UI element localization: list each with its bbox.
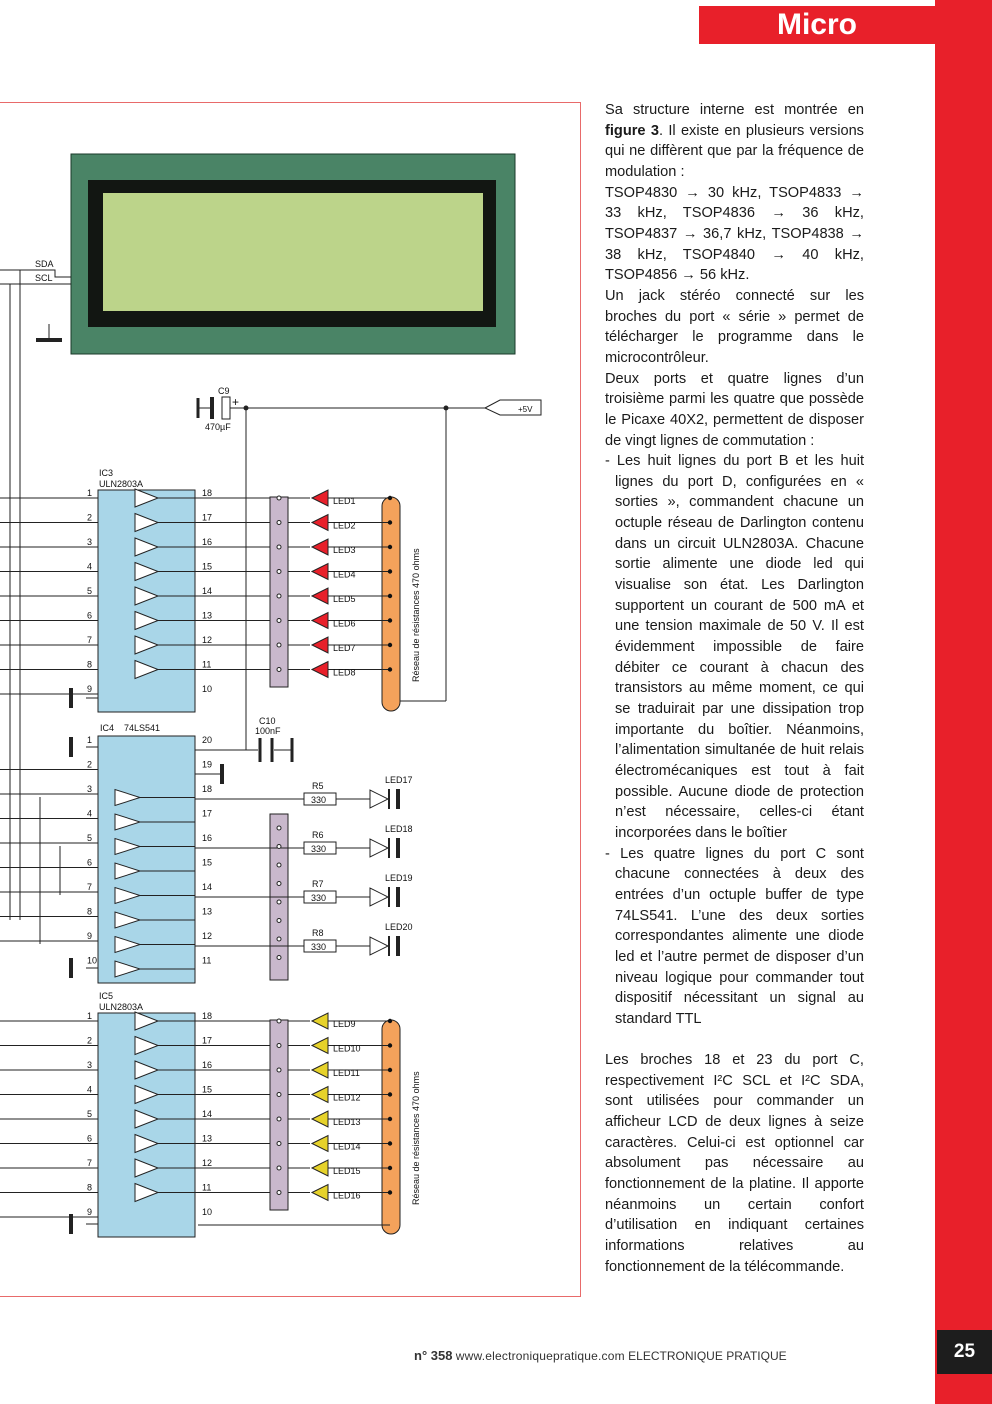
- magazine-name: ELECTRONIQUE PRATIQUE: [628, 1349, 787, 1363]
- ic5-pin-left: 4: [87, 1084, 93, 1095]
- resistor-ref: R7: [312, 879, 324, 889]
- ic3-pin-right: 17: [202, 512, 213, 523]
- ic3-led-label: LED4: [333, 569, 356, 580]
- resistor-value: 330: [311, 893, 327, 903]
- ic4-pin-left: 2: [87, 759, 93, 770]
- ic3-pin-left: 6: [87, 610, 93, 621]
- ic3-led-label: LED2: [333, 520, 356, 531]
- led-label: LED18: [385, 824, 413, 834]
- ic5-pin-right: 11: [202, 1182, 212, 1193]
- ic4-pin-left: 5: [87, 833, 93, 843]
- ic3-led-icon: [312, 662, 328, 678]
- ic3-led-label: LED6: [333, 618, 356, 629]
- ic5-pin-left: 1: [87, 1011, 93, 1021]
- ic4-label: IC4: [100, 723, 115, 733]
- ic3-led-icon: [312, 515, 328, 531]
- ic3-pin-left: 7: [87, 635, 93, 645]
- ic3-pin-right: 12: [202, 635, 213, 645]
- led-diode-icon: [370, 888, 388, 906]
- section-header: Micro: [699, 6, 935, 44]
- bullet-port-c: - Les quatre lignes du port C sont chacune connectées à deux des entrées d’un octuple buffer de type 74LS541. L’une des deux sorties correspondantes alimente une diode led et l’autre permet de disposer d’un niveau logique pour commander tout dispositif nécessitant un signal au standard TTL: [605, 845, 864, 1027]
- resistor-value: 330: [311, 942, 327, 952]
- ic3-led-icon: [312, 539, 328, 555]
- ic3-led-icon: [312, 490, 328, 506]
- c9-label: C9: [218, 386, 230, 396]
- ic4-pin-right: 12: [202, 931, 213, 941]
- ic3-pin-right: 10: [202, 684, 213, 694]
- para-intro: Sa structure interne est montrée en figure 3. Il existe en plusieurs versions qui ne diffèrent que par la fréquence de modulation :: [605, 102, 864, 180]
- c9-plus: +: [232, 395, 240, 409]
- ic5-led-icon: [312, 1062, 328, 1078]
- ic3-led-label: LED7: [333, 643, 356, 653]
- ic5-led-label: LED15: [333, 1166, 361, 1176]
- ic5-led-label: LED14: [333, 1141, 361, 1152]
- ic3-pin-left: 5: [87, 586, 93, 596]
- ic3-led-icon: [312, 564, 328, 580]
- ic3-pin-right: 11: [202, 659, 212, 670]
- ic5-type: ULN2803A: [99, 1002, 144, 1012]
- ic3-led-icon: [312, 637, 328, 653]
- c9-value: 470µF: [205, 422, 231, 432]
- ic4-pin-right: 19: [202, 759, 213, 770]
- lcd-screen: [103, 193, 483, 311]
- ic3-led-icon: [312, 613, 328, 629]
- ic5-pin-left: 9: [87, 1207, 93, 1217]
- ic5-led-icon: [312, 1087, 328, 1103]
- resistor-value: 330: [311, 795, 327, 805]
- led-diode-icon: [370, 790, 388, 808]
- ic5-pin-right: 13: [202, 1133, 213, 1144]
- ic4-chip: [98, 736, 195, 983]
- ic5-pin-right: 15: [202, 1084, 213, 1095]
- circuit-schematic: [0, 102, 585, 1297]
- ic4-pin-left: 7: [87, 882, 93, 892]
- ic3-bus: [270, 497, 288, 687]
- led-label: LED19: [385, 873, 413, 883]
- resistor-network-1: [382, 497, 400, 711]
- ic4-pin-right: 13: [202, 906, 213, 917]
- network-1-label: Réseau de résistances 470 ohms: [411, 548, 421, 682]
- ic3-pin-left: 2: [87, 512, 93, 523]
- ic5-led-label: LED11: [333, 1068, 360, 1078]
- issue-number: n° 358: [414, 1348, 453, 1363]
- resistor-ref: R8: [312, 928, 324, 938]
- ic3-led-label: LED1: [333, 496, 356, 506]
- ic5-pin-left: 8: [87, 1182, 93, 1193]
- ic5-pin-right: 10: [202, 1207, 213, 1217]
- ic5-led-icon: [312, 1160, 328, 1176]
- ic4-type: 74LS541: [124, 723, 161, 733]
- ic3-led-label: LED3: [333, 545, 356, 555]
- ic3-label: IC3: [99, 468, 114, 478]
- ic3-pin-right: 15: [202, 561, 213, 572]
- ic4-pin-left: 3: [87, 784, 93, 794]
- ic4-pin-right: 20: [202, 735, 213, 745]
- ic4-pin-left: 1: [87, 735, 93, 745]
- ic5-pin-right: 17: [202, 1035, 213, 1046]
- network-2-label: Réseau de résistances 470 ohms: [411, 1071, 421, 1205]
- para-lcd: Les broches 18 et 23 du port C, respectivement I²C SCL et I²C SDA, sont utilisées pour commander un afficheur LCD de deux lignes à seize caractères. Celui-ci est optionnel car absolument pas nécessaire au fonctionnement de la platine. Il apporte néanmoins un certain confort d’utilisation en indiquant certaines informations relatives au fonctionnement de la télécommande.: [605, 1052, 864, 1275]
- ic4-pin-right: 17: [202, 808, 213, 819]
- ic3-pin-left: 8: [87, 659, 93, 670]
- ic3-pin-left: 4: [87, 561, 93, 572]
- ic5-led-label: LED12: [333, 1092, 361, 1103]
- ic5-led-label: LED16: [333, 1190, 361, 1201]
- ic5-pin-right: 12: [202, 1158, 213, 1168]
- ic3-pin-left: 9: [87, 684, 93, 694]
- ic4-pin-right: 15: [202, 857, 213, 868]
- ic5-pin-left: 6: [87, 1133, 93, 1144]
- led-diode-icon: [370, 839, 388, 857]
- ic5-led-icon: [312, 1111, 328, 1127]
- led-label: LED20: [385, 922, 413, 932]
- ic4-pin-right: 16: [202, 833, 213, 843]
- ic3-led-label: LED8: [333, 667, 356, 678]
- ic4-pin-right: 18: [202, 784, 213, 794]
- page-footer: [414, 1348, 787, 1363]
- ic5-pin-right: 16: [202, 1060, 213, 1070]
- vcc-label: +5V: [518, 405, 533, 414]
- para-jack: Un jack stéréo connecté sur les broches du port « série » permet de télécharger le programme dans le microcontrôleur.: [605, 287, 864, 366]
- ic3-type: ULN2803A: [99, 479, 144, 489]
- led-label: LED17: [385, 775, 413, 785]
- ic3-pin-right: 16: [202, 537, 213, 547]
- ic5-led-icon: [312, 1038, 328, 1054]
- ic3-pin-right: 18: [202, 488, 213, 498]
- ic3-pin-left: 1: [87, 488, 93, 498]
- ic5-led-label: LED9: [333, 1019, 356, 1029]
- bullet-ports-b-d: - Les huit lignes du port B et les huit lignes du port D, configurées en « sorties », commandent chacune un octuple réseau de Darlington contenu dans un circuit ULN2803A. Chacune sortie alimente une diode led qui visualise son état. Les Darlington supportent un courant de 500 mA et une tension maximale de 50 V. Il est évidemment impossible de faire débiter ce courant à chacun des transistors au même moment, ce qui se traduirait par une dissipation trop importante du boîtier. Néanmoins, l’alimentation simultanée de huit relais électromécaniques est tout à fait possible. Aucune diode de protection n’est nécessaire, celles-ci étant incorporées dans le boîtier: [605, 453, 864, 841]
- ic5-label: IC5: [99, 991, 114, 1001]
- ic3-led-label: LED5: [333, 594, 356, 604]
- c10-label: C10: [259, 716, 276, 726]
- ic5-led-label: LED10: [333, 1043, 361, 1054]
- ic4-pin-left: 10: [87, 955, 98, 966]
- ic3-pin-left: 3: [87, 537, 93, 547]
- resistor-value: 330: [311, 844, 327, 854]
- para-ports: Deux ports et quatre lignes d’un troisième parmi les quatre que possède le Picaxe 40X2, permettent de disposer de vingt lignes de commutation :: [605, 370, 864, 449]
- ic5-led-label: LED13: [333, 1117, 361, 1127]
- ic5-bus: [270, 1020, 288, 1210]
- ic3-pin-right: 14: [202, 586, 213, 596]
- ic5-pin-left: 5: [87, 1109, 93, 1119]
- ic5-pin-left: 7: [87, 1158, 93, 1168]
- ic5-pin-right: 14: [202, 1109, 213, 1119]
- ic4-pin-left: 9: [87, 931, 93, 941]
- ic5-pin-left: 3: [87, 1060, 93, 1070]
- ic3-pin-right: 13: [202, 610, 213, 621]
- ic4-pin-right: 11: [202, 955, 212, 966]
- resistor-ref: R6: [312, 830, 324, 840]
- resistor-network-2: [382, 1020, 400, 1234]
- ic5-led-icon: [312, 1136, 328, 1152]
- ic4-pin-right: 14: [202, 882, 213, 892]
- page-edge-bar: [935, 0, 992, 1404]
- resistor-ref: R5: [312, 781, 324, 791]
- ic4-pin-left: 6: [87, 857, 93, 868]
- ic4-pin-left: 4: [87, 808, 93, 819]
- scl-label: SCL: [35, 273, 53, 283]
- c10-value: 100nF: [255, 726, 281, 736]
- ic5-led-icon: [312, 1185, 328, 1201]
- para-tsop-list: TSOP4830 → 30 kHz, TSOP4833 → 33 kHz, TSOP4836 → 36 kHz, TSOP4837 → 36,7 kHz, TSOP4838 → 38 kHz, TSOP4840 → 40 kHz, TSOP4856 → 56 kHz.: [605, 184, 864, 284]
- ic4-pin-left: 8: [87, 906, 93, 917]
- footer-url[interactable]: www.electroniquepratique.com: [455, 1349, 625, 1363]
- ic5-pin-right: 18: [202, 1011, 213, 1021]
- sda-label: SDA: [35, 259, 54, 269]
- led-diode-icon: [370, 937, 388, 955]
- article-text: [605, 100, 864, 1277]
- page-number: 25: [937, 1330, 992, 1374]
- ic3-led-icon: [312, 588, 328, 604]
- ic5-led-icon: [312, 1013, 328, 1029]
- ic5-pin-left: 2: [87, 1035, 93, 1046]
